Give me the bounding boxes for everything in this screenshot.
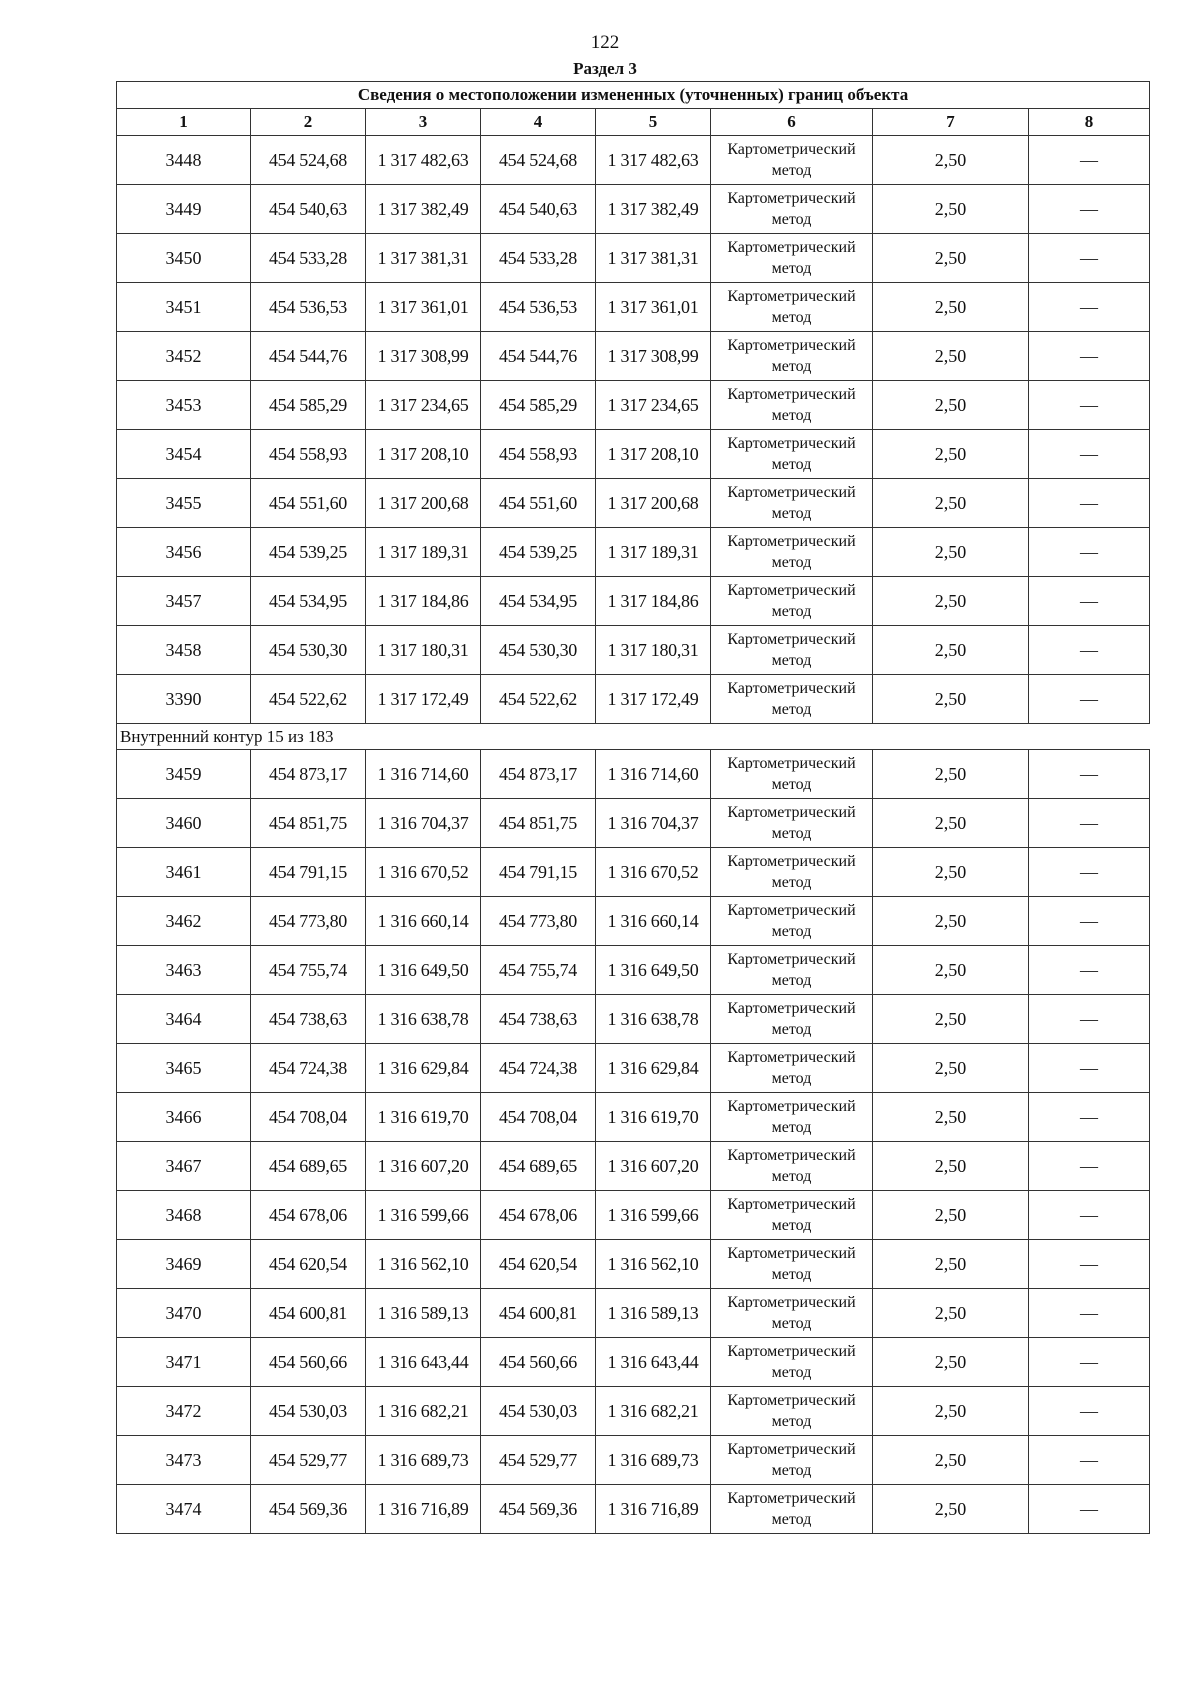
- y-existing-cell: 1 317 361,01: [366, 283, 481, 332]
- accuracy-cell: 2,50: [873, 283, 1029, 332]
- note-cell: —: [1029, 1093, 1150, 1142]
- y-existing-cell: 1 316 649,50: [366, 946, 481, 995]
- x-refined-cell: 454 533,28: [481, 234, 596, 283]
- table-row: [117, 381, 1150, 430]
- accuracy-cell: 2,50: [873, 185, 1029, 234]
- accuracy-cell: 2,50: [873, 430, 1029, 479]
- x-existing-cell: 454 724,38: [251, 1044, 366, 1093]
- accuracy-cell: 2,50: [873, 528, 1029, 577]
- coordinates-table: [116, 81, 1150, 1534]
- x-refined-cell: 454 620,54: [481, 1240, 596, 1289]
- y-existing-cell: 1 317 172,49: [366, 675, 481, 724]
- table-row: [117, 750, 1150, 799]
- x-refined-cell: 454 560,66: [481, 1338, 596, 1387]
- method-cell: Картометрический метод: [711, 528, 873, 577]
- y-refined-cell: 1 316 704,37: [596, 799, 711, 848]
- table-row: [117, 283, 1150, 332]
- point-number-cell: 3472: [117, 1387, 251, 1436]
- table-row: [117, 675, 1150, 724]
- accuracy-cell: 2,50: [873, 1191, 1029, 1240]
- y-refined-cell: 1 316 689,73: [596, 1436, 711, 1485]
- x-existing-cell: 454 689,65: [251, 1142, 366, 1191]
- x-existing-cell: 454 544,76: [251, 332, 366, 381]
- note-cell: —: [1029, 750, 1150, 799]
- column-number: 5: [596, 109, 711, 136]
- method-cell: Картометрический метод: [711, 185, 873, 234]
- y-existing-cell: 1 317 184,86: [366, 577, 481, 626]
- x-refined-cell: 454 873,17: [481, 750, 596, 799]
- point-number-cell: 3459: [117, 750, 251, 799]
- note-cell: —: [1029, 381, 1150, 430]
- y-refined-cell: 1 316 619,70: [596, 1093, 711, 1142]
- method-cell: Картометрический метод: [711, 1240, 873, 1289]
- note-cell: —: [1029, 136, 1150, 185]
- x-existing-cell: 454 534,95: [251, 577, 366, 626]
- column-number: 4: [481, 109, 596, 136]
- x-refined-cell: 454 791,15: [481, 848, 596, 897]
- column-number: 1: [117, 109, 251, 136]
- table-row: [117, 626, 1150, 675]
- x-existing-cell: 454 551,60: [251, 479, 366, 528]
- x-existing-cell: 454 529,77: [251, 1436, 366, 1485]
- y-refined-cell: 1 317 234,65: [596, 381, 711, 430]
- note-cell: —: [1029, 626, 1150, 675]
- point-number-cell: 3469: [117, 1240, 251, 1289]
- method-cell: Картометрический метод: [711, 283, 873, 332]
- note-cell: —: [1029, 995, 1150, 1044]
- section-title: Раздел 3: [573, 59, 637, 78]
- column-number-row: [117, 109, 1150, 136]
- accuracy-cell: 2,50: [873, 848, 1029, 897]
- table-row: [117, 1387, 1150, 1436]
- y-existing-cell: 1 316 629,84: [366, 1044, 481, 1093]
- note-cell: —: [1029, 1289, 1150, 1338]
- method-cell: Картометрический метод: [711, 577, 873, 626]
- note-cell: —: [1029, 332, 1150, 381]
- point-number-cell: 3461: [117, 848, 251, 897]
- point-number-cell: 3456: [117, 528, 251, 577]
- x-existing-cell: 454 620,54: [251, 1240, 366, 1289]
- point-number-cell: 3450: [117, 234, 251, 283]
- table-row: [117, 1191, 1150, 1240]
- point-number-cell: 3464: [117, 995, 251, 1044]
- y-existing-cell: 1 316 704,37: [366, 799, 481, 848]
- y-existing-cell: 1 317 208,10: [366, 430, 481, 479]
- y-refined-cell: 1 317 382,49: [596, 185, 711, 234]
- x-existing-cell: 454 569,36: [251, 1485, 366, 1534]
- y-refined-cell: 1 317 361,01: [596, 283, 711, 332]
- x-existing-cell: 454 539,25: [251, 528, 366, 577]
- point-number-cell: 3454: [117, 430, 251, 479]
- method-cell: Картометрический метод: [711, 332, 873, 381]
- point-number-cell: 3390: [117, 675, 251, 724]
- method-cell: Картометрический метод: [711, 1289, 873, 1338]
- y-refined-cell: 1 316 629,84: [596, 1044, 711, 1093]
- y-existing-cell: 1 317 382,49: [366, 185, 481, 234]
- y-existing-cell: 1 316 643,44: [366, 1338, 481, 1387]
- x-refined-cell: 454 539,25: [481, 528, 596, 577]
- y-refined-cell: 1 317 184,86: [596, 577, 711, 626]
- accuracy-cell: 2,50: [873, 626, 1029, 675]
- table-row: [117, 946, 1150, 995]
- y-existing-cell: 1 316 660,14: [366, 897, 481, 946]
- point-number-cell: 3474: [117, 1485, 251, 1534]
- column-number: 7: [873, 109, 1029, 136]
- accuracy-cell: 2,50: [873, 332, 1029, 381]
- y-existing-cell: 1 316 714,60: [366, 750, 481, 799]
- point-number-cell: 3465: [117, 1044, 251, 1093]
- accuracy-cell: 2,50: [873, 1338, 1029, 1387]
- table-row: [117, 479, 1150, 528]
- table-caption-row: [117, 82, 1150, 109]
- point-number-cell: 3463: [117, 946, 251, 995]
- point-number-cell: 3458: [117, 626, 251, 675]
- x-refined-cell: 454 708,04: [481, 1093, 596, 1142]
- y-refined-cell: 1 317 200,68: [596, 479, 711, 528]
- x-existing-cell: 454 530,03: [251, 1387, 366, 1436]
- accuracy-cell: 2,50: [873, 995, 1029, 1044]
- x-refined-cell: 454 678,06: [481, 1191, 596, 1240]
- y-refined-cell: 1 317 381,31: [596, 234, 711, 283]
- y-refined-cell: 1 316 649,50: [596, 946, 711, 995]
- table-row: [117, 577, 1150, 626]
- note-cell: —: [1029, 185, 1150, 234]
- x-refined-cell: 454 738,63: [481, 995, 596, 1044]
- y-existing-cell: 1 316 619,70: [366, 1093, 481, 1142]
- note-cell: —: [1029, 1044, 1150, 1093]
- note-cell: —: [1029, 1142, 1150, 1191]
- y-refined-cell: 1 317 180,31: [596, 626, 711, 675]
- x-refined-cell: 454 524,68: [481, 136, 596, 185]
- accuracy-cell: 2,50: [873, 136, 1029, 185]
- accuracy-cell: 2,50: [873, 1142, 1029, 1191]
- x-existing-cell: 454 522,62: [251, 675, 366, 724]
- note-cell: —: [1029, 848, 1150, 897]
- accuracy-cell: 2,50: [873, 479, 1029, 528]
- y-refined-cell: 1 316 660,14: [596, 897, 711, 946]
- table-row: [117, 1240, 1150, 1289]
- point-number-cell: 3462: [117, 897, 251, 946]
- y-existing-cell: 1 316 562,10: [366, 1240, 481, 1289]
- accuracy-cell: 2,50: [873, 897, 1029, 946]
- table-caption: Сведения о местоположении измененных (уточненных) границ объекта: [117, 82, 1150, 109]
- method-cell: Картометрический метод: [711, 897, 873, 946]
- note-cell: —: [1029, 1338, 1150, 1387]
- method-cell: Картометрический метод: [711, 626, 873, 675]
- method-cell: Картометрический метод: [711, 799, 873, 848]
- x-existing-cell: 454 851,75: [251, 799, 366, 848]
- x-refined-cell: 454 569,36: [481, 1485, 596, 1534]
- table-row: [117, 332, 1150, 381]
- note-cell: —: [1029, 1191, 1150, 1240]
- x-refined-cell: 454 529,77: [481, 1436, 596, 1485]
- accuracy-cell: 2,50: [873, 1436, 1029, 1485]
- x-refined-cell: 454 585,29: [481, 381, 596, 430]
- x-refined-cell: 454 851,75: [481, 799, 596, 848]
- point-number-cell: 3451: [117, 283, 251, 332]
- x-existing-cell: 454 738,63: [251, 995, 366, 1044]
- method-cell: Картометрический метод: [711, 1142, 873, 1191]
- x-refined-cell: 454 536,53: [481, 283, 596, 332]
- table-row: [117, 234, 1150, 283]
- y-refined-cell: 1 316 589,13: [596, 1289, 711, 1338]
- accuracy-cell: 2,50: [873, 675, 1029, 724]
- y-refined-cell: 1 316 716,89: [596, 1485, 711, 1534]
- y-refined-cell: 1 316 670,52: [596, 848, 711, 897]
- x-existing-cell: 454 600,81: [251, 1289, 366, 1338]
- accuracy-cell: 2,50: [873, 1485, 1029, 1534]
- x-existing-cell: 454 536,53: [251, 283, 366, 332]
- accuracy-cell: 2,50: [873, 799, 1029, 848]
- y-refined-cell: 1 316 638,78: [596, 995, 711, 1044]
- method-cell: Картометрический метод: [711, 1485, 873, 1534]
- table-row: [117, 995, 1150, 1044]
- y-refined-cell: 1 317 208,10: [596, 430, 711, 479]
- y-existing-cell: 1 317 482,63: [366, 136, 481, 185]
- note-cell: —: [1029, 528, 1150, 577]
- method-cell: Картометрический метод: [711, 675, 873, 724]
- x-refined-cell: 454 540,63: [481, 185, 596, 234]
- x-refined-cell: 454 724,38: [481, 1044, 596, 1093]
- accuracy-cell: 2,50: [873, 946, 1029, 995]
- x-existing-cell: 454 585,29: [251, 381, 366, 430]
- table-row: [117, 528, 1150, 577]
- x-existing-cell: 454 558,93: [251, 430, 366, 479]
- y-refined-cell: 1 317 308,99: [596, 332, 711, 381]
- point-number-cell: 3460: [117, 799, 251, 848]
- note-cell: —: [1029, 479, 1150, 528]
- x-refined-cell: 454 558,93: [481, 430, 596, 479]
- method-cell: Картометрический метод: [711, 750, 873, 799]
- table-body: [117, 136, 1150, 1534]
- note-cell: —: [1029, 1240, 1150, 1289]
- accuracy-cell: 2,50: [873, 1044, 1029, 1093]
- x-refined-cell: 454 600,81: [481, 1289, 596, 1338]
- point-number-cell: 3453: [117, 381, 251, 430]
- x-existing-cell: 454 755,74: [251, 946, 366, 995]
- method-cell: Картометрический метод: [711, 995, 873, 1044]
- note-cell: —: [1029, 234, 1150, 283]
- x-existing-cell: 454 540,63: [251, 185, 366, 234]
- point-number-cell: 3457: [117, 577, 251, 626]
- y-refined-cell: 1 316 562,10: [596, 1240, 711, 1289]
- note-cell: —: [1029, 799, 1150, 848]
- method-cell: Картометрический метод: [711, 479, 873, 528]
- column-number: 8: [1029, 109, 1150, 136]
- method-cell: Картометрический метод: [711, 1093, 873, 1142]
- point-number-cell: 3448: [117, 136, 251, 185]
- accuracy-cell: 2,50: [873, 1093, 1029, 1142]
- y-existing-cell: 1 317 180,31: [366, 626, 481, 675]
- y-refined-cell: 1 316 607,20: [596, 1142, 711, 1191]
- x-existing-cell: 454 530,30: [251, 626, 366, 675]
- note-cell: —: [1029, 283, 1150, 332]
- contour-label-row: [117, 724, 1150, 750]
- table-row: [117, 1436, 1150, 1485]
- table-row: [117, 799, 1150, 848]
- point-number-cell: 3468: [117, 1191, 251, 1240]
- y-refined-cell: 1 317 189,31: [596, 528, 711, 577]
- method-cell: Картометрический метод: [711, 1191, 873, 1240]
- x-refined-cell: 454 530,30: [481, 626, 596, 675]
- method-cell: Картометрический метод: [711, 1387, 873, 1436]
- table-row: [117, 185, 1150, 234]
- y-existing-cell: 1 316 716,89: [366, 1485, 481, 1534]
- y-refined-cell: 1 316 643,44: [596, 1338, 711, 1387]
- column-number: 3: [366, 109, 481, 136]
- y-existing-cell: 1 316 682,21: [366, 1387, 481, 1436]
- point-number-cell: 3449: [117, 185, 251, 234]
- x-refined-cell: 454 544,76: [481, 332, 596, 381]
- x-existing-cell: 454 678,06: [251, 1191, 366, 1240]
- y-existing-cell: 1 316 607,20: [366, 1142, 481, 1191]
- note-cell: —: [1029, 577, 1150, 626]
- x-existing-cell: 454 791,15: [251, 848, 366, 897]
- accuracy-cell: 2,50: [873, 234, 1029, 283]
- x-refined-cell: 454 755,74: [481, 946, 596, 995]
- table-row: [117, 1338, 1150, 1387]
- y-existing-cell: 1 317 234,65: [366, 381, 481, 430]
- point-number-cell: 3452: [117, 332, 251, 381]
- y-existing-cell: 1 317 189,31: [366, 528, 481, 577]
- note-cell: —: [1029, 1436, 1150, 1485]
- point-number-cell: 3467: [117, 1142, 251, 1191]
- x-refined-cell: 454 551,60: [481, 479, 596, 528]
- point-number-cell: 3466: [117, 1093, 251, 1142]
- method-cell: Картометрический метод: [711, 1338, 873, 1387]
- table-row: [117, 848, 1150, 897]
- x-existing-cell: 454 873,17: [251, 750, 366, 799]
- x-existing-cell: 454 560,66: [251, 1338, 366, 1387]
- method-cell: Картометрический метод: [711, 430, 873, 479]
- accuracy-cell: 2,50: [873, 577, 1029, 626]
- page-number: 122: [590, 32, 620, 53]
- note-cell: —: [1029, 430, 1150, 479]
- method-cell: Картометрический метод: [711, 946, 873, 995]
- note-cell: —: [1029, 1485, 1150, 1534]
- column-number: 6: [711, 109, 873, 136]
- point-number-cell: 3470: [117, 1289, 251, 1338]
- x-existing-cell: 454 773,80: [251, 897, 366, 946]
- x-refined-cell: 454 534,95: [481, 577, 596, 626]
- y-existing-cell: 1 317 200,68: [366, 479, 481, 528]
- y-refined-cell: 1 316 599,66: [596, 1191, 711, 1240]
- y-existing-cell: 1 316 670,52: [366, 848, 481, 897]
- note-cell: —: [1029, 946, 1150, 995]
- accuracy-cell: 2,50: [873, 1240, 1029, 1289]
- x-existing-cell: 454 708,04: [251, 1093, 366, 1142]
- table-row: [117, 1142, 1150, 1191]
- method-cell: Картометрический метод: [711, 234, 873, 283]
- y-existing-cell: 1 316 689,73: [366, 1436, 481, 1485]
- y-refined-cell: 1 316 714,60: [596, 750, 711, 799]
- y-refined-cell: 1 317 482,63: [596, 136, 711, 185]
- y-refined-cell: 1 317 172,49: [596, 675, 711, 724]
- method-cell: Картометрический метод: [711, 1436, 873, 1485]
- y-existing-cell: 1 317 381,31: [366, 234, 481, 283]
- x-existing-cell: 454 524,68: [251, 136, 366, 185]
- note-cell: —: [1029, 1387, 1150, 1436]
- accuracy-cell: 2,50: [873, 1387, 1029, 1436]
- note-cell: —: [1029, 897, 1150, 946]
- x-refined-cell: 454 773,80: [481, 897, 596, 946]
- note-cell: —: [1029, 675, 1150, 724]
- method-cell: Картометрический метод: [711, 1044, 873, 1093]
- column-number: 2: [251, 109, 366, 136]
- y-existing-cell: 1 316 589,13: [366, 1289, 481, 1338]
- table-row: [117, 136, 1150, 185]
- table-row: [117, 1093, 1150, 1142]
- x-refined-cell: 454 689,65: [481, 1142, 596, 1191]
- point-number-cell: 3471: [117, 1338, 251, 1387]
- table-row: [117, 1044, 1150, 1093]
- x-refined-cell: 454 530,03: [481, 1387, 596, 1436]
- table-row: [117, 1289, 1150, 1338]
- contour-label: Внутренний контур 15 из 183: [117, 724, 1150, 750]
- y-existing-cell: 1 316 638,78: [366, 995, 481, 1044]
- table-row: [117, 1485, 1150, 1534]
- accuracy-cell: 2,50: [873, 1289, 1029, 1338]
- point-number-cell: 3473: [117, 1436, 251, 1485]
- table-row: [117, 430, 1150, 479]
- x-existing-cell: 454 533,28: [251, 234, 366, 283]
- y-refined-cell: 1 316 682,21: [596, 1387, 711, 1436]
- x-refined-cell: 454 522,62: [481, 675, 596, 724]
- accuracy-cell: 2,50: [873, 381, 1029, 430]
- method-cell: Картометрический метод: [711, 848, 873, 897]
- method-cell: Картометрический метод: [711, 136, 873, 185]
- accuracy-cell: 2,50: [873, 750, 1029, 799]
- method-cell: Картометрический метод: [711, 381, 873, 430]
- y-existing-cell: 1 317 308,99: [366, 332, 481, 381]
- point-number-cell: 3455: [117, 479, 251, 528]
- y-existing-cell: 1 316 599,66: [366, 1191, 481, 1240]
- table-row: [117, 897, 1150, 946]
